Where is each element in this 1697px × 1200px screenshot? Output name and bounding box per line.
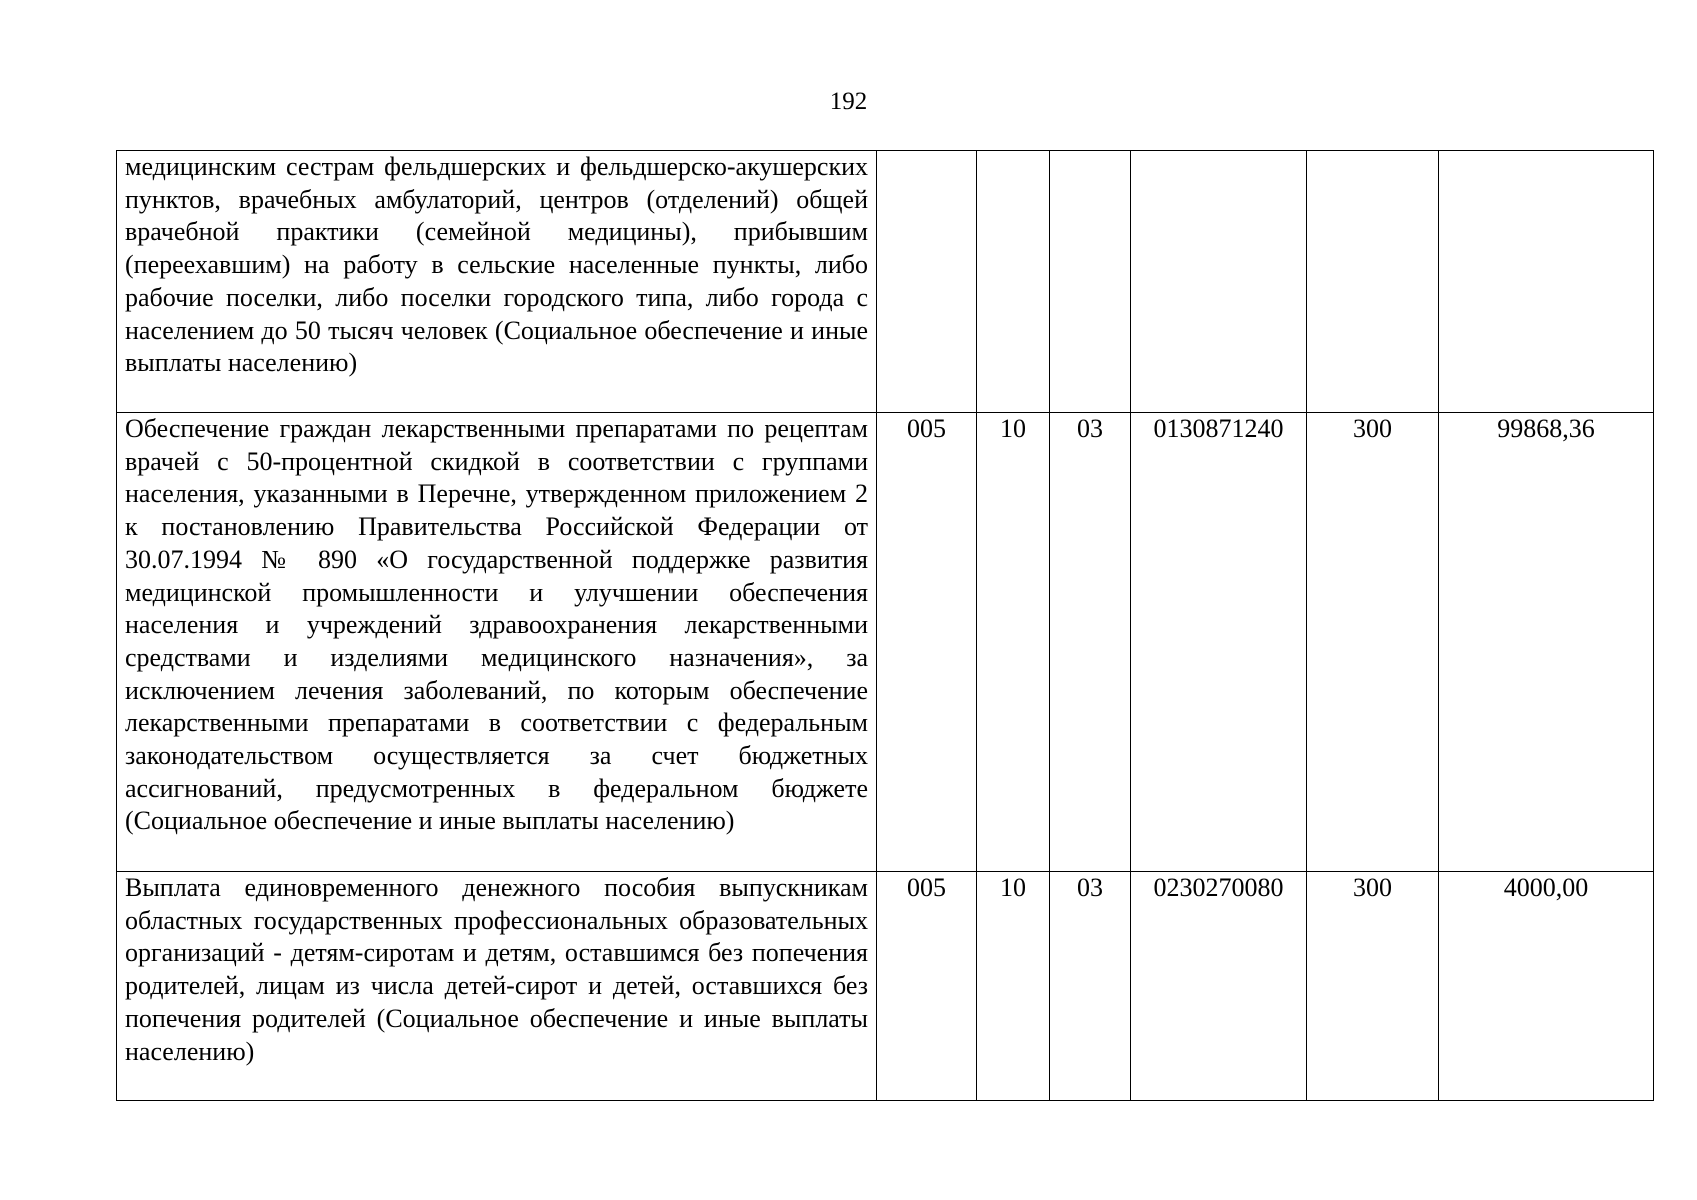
ministry-code — [877, 151, 977, 413]
expense-type-code: 300 — [1307, 872, 1439, 1101]
target-article-code — [1131, 151, 1307, 413]
table-row — [117, 151, 1654, 413]
row-description: медицинским сестрам фельдшерских и фельдшерско-акушерских пунктов, врачебных амбулаторий, центров (отделений) общей врачебной практики (семейной медицины), прибывшим (переехавшим) на работу в сельские населенные пункты, либо рабочие поселки, либо поселки городского типа, либо города с населением до 50 тысяч человек (Социальное обеспечение и иные выплаты населению) — [117, 151, 877, 413]
target-article-code: 0230270080 — [1131, 872, 1307, 1101]
subsection-code: 03 — [1050, 872, 1131, 1101]
page-number: 192 — [829, 88, 868, 115]
table-row — [117, 872, 1654, 1101]
amount — [1439, 151, 1654, 413]
subsection-code — [1050, 151, 1131, 413]
amount: 4000,00 — [1439, 872, 1654, 1101]
subsection-code: 03 — [1050, 413, 1131, 872]
ministry-code: 005 — [877, 413, 977, 872]
amount: 99868,36 — [1439, 413, 1654, 872]
row-description: Обеспечение граждан лекарственными препаратами по рецептам врачей с 50-процентной скидкой в соответствии с группами населения, указанными в Перечне, утвержденном приложением 2 к постановлению Правительства Российской Федерации от 30.07.1994 № 890 «О государственной поддержке развития медицинской промышленности и улучшении обеспечения населения и учреждений здравоохранения лекарственными средствами и изделиями медицинского назначения», за исключением лечения заболеваний, по которым обеспечение лекарственными препаратами в соответствии с федеральным законодательством осуществляется за счет бюджетных ассигнований, предусмотренных в федеральном бюджете (Социальное обеспечение и иные выплаты населению) — [117, 413, 877, 872]
budget-table — [116, 150, 1654, 1101]
row-description: Выплата единовременного денежного пособия выпускникам областных государственных профессиональных образовательных организаций - детям-сиротам и детям, оставшимся без попечения родителей, лицам из числа детей-сирот и детей, оставшихся без попечения родителей (Социальное обеспечение и иные выплаты населению) — [117, 872, 877, 1101]
target-article-code: 0130871240 — [1131, 413, 1307, 872]
section-code: 10 — [977, 872, 1050, 1101]
section-code — [977, 151, 1050, 413]
expense-type-code — [1307, 151, 1439, 413]
table-row — [117, 413, 1654, 872]
expense-type-code: 300 — [1307, 413, 1439, 872]
ministry-code: 005 — [877, 872, 977, 1101]
section-code: 10 — [977, 413, 1050, 872]
